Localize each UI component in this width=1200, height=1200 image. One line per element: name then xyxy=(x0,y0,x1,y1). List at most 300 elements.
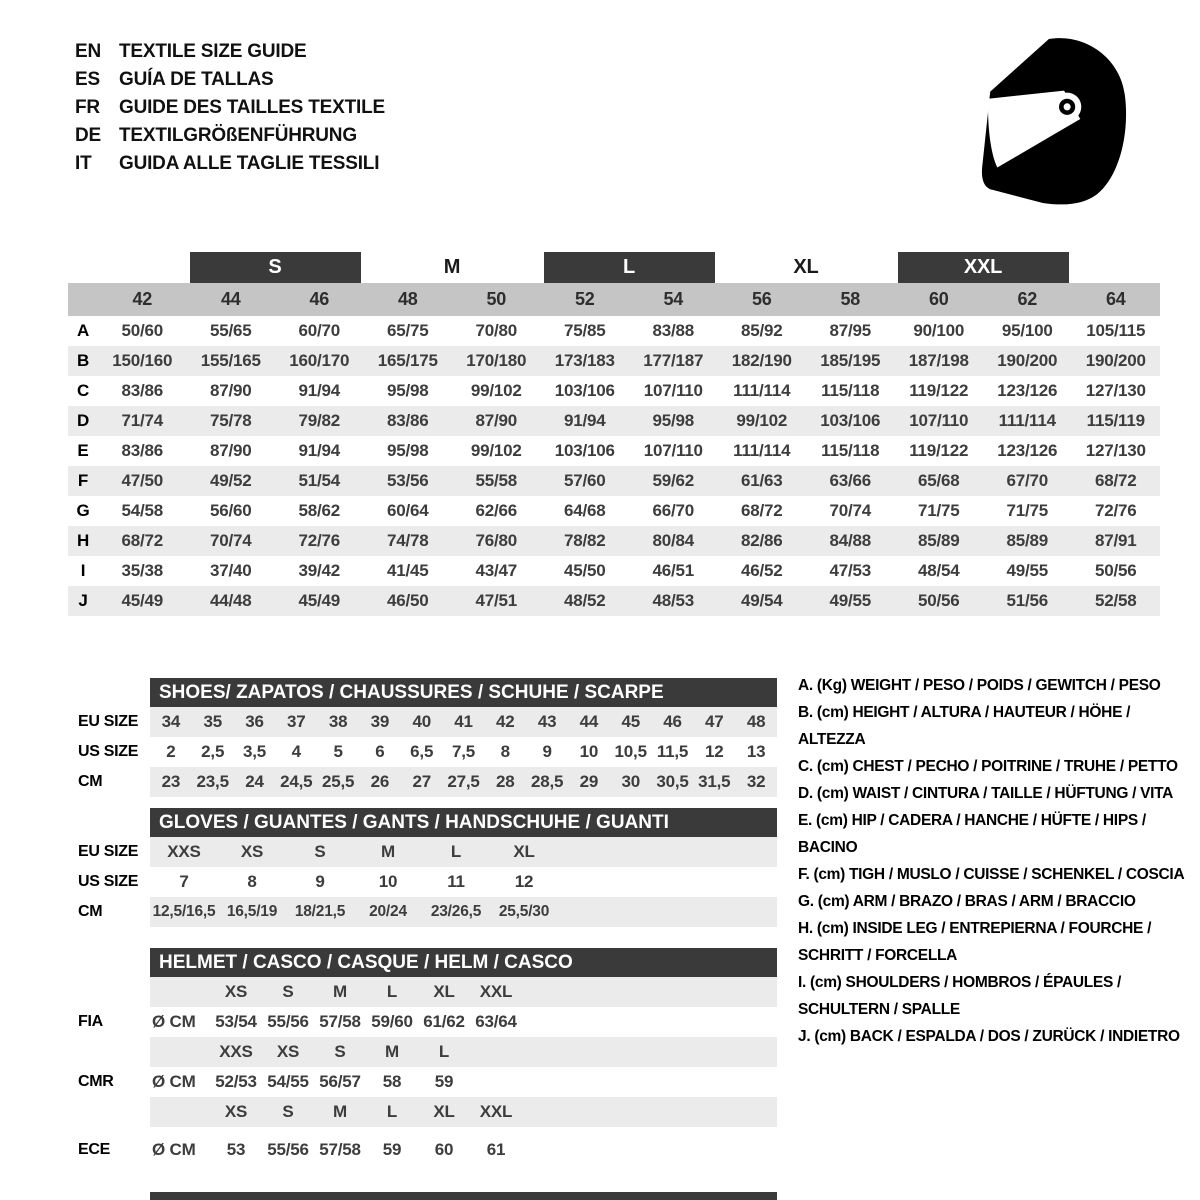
shoes-cell: 13 xyxy=(746,742,766,761)
helmet-size: M xyxy=(385,1042,399,1061)
size-cell: 103/106 xyxy=(554,441,615,460)
helmet-cell: 57/58 xyxy=(319,1140,361,1159)
legend-item: F. (cm) TIGH / MUSLO / CUISSE / SCHENKEL / COSCIA xyxy=(798,866,1185,883)
size-cell: 90/100 xyxy=(913,321,965,340)
size-cell: 91/94 xyxy=(563,411,606,430)
size-cell: 50/56 xyxy=(1094,561,1137,580)
size-cell: 57/60 xyxy=(563,471,606,490)
language-code: IT xyxy=(75,153,92,174)
size-cell: 71/74 xyxy=(121,411,164,430)
shoes-cell: 25,5 xyxy=(321,772,355,791)
shoes-cell: 32 xyxy=(746,772,766,791)
helmet-size: XL xyxy=(433,982,455,1001)
size-cell: 80/84 xyxy=(652,531,695,550)
shoes-cell: 7,5 xyxy=(451,742,476,761)
shoes-cell: 34 xyxy=(161,712,181,731)
helmet-size: XXL xyxy=(479,1102,513,1121)
language-code: ES xyxy=(75,69,100,90)
size-cell: 50/56 xyxy=(917,591,960,610)
legend-item: D. (cm) WAIST / CINTURA / TAILLE / HÜFTUNG / VITA xyxy=(798,785,1174,802)
shoes-cell: 24,5 xyxy=(280,772,313,791)
size-cell: 46/50 xyxy=(386,591,429,610)
size-cell: 60/70 xyxy=(298,321,341,340)
helmet-rows xyxy=(78,977,777,1165)
size-cell: 87/91 xyxy=(1094,531,1137,550)
size-cell: 83/88 xyxy=(652,321,695,340)
shoes-cell: 6 xyxy=(375,742,385,761)
shoes-cell: 41 xyxy=(454,712,473,731)
standard-label: FIA xyxy=(78,1013,103,1030)
shoes-cell: 12 xyxy=(705,742,724,761)
language-title: GUIDA ALLE TAGLIE TESSILI xyxy=(119,153,380,174)
shoes-row xyxy=(78,737,777,767)
size-cell: 111/114 xyxy=(733,381,791,400)
legend-item: C. (cm) CHEST / PECHO / POITRINE / TRUHE / PETTO xyxy=(798,758,1178,775)
size-number-row xyxy=(68,283,1160,316)
size-cell: 99/102 xyxy=(470,441,522,460)
helmet-icon-svg xyxy=(978,36,1136,208)
helmet-sizes-row xyxy=(150,1037,777,1067)
size-cell: 46/51 xyxy=(652,561,695,580)
gloves-cell: 7 xyxy=(179,872,189,891)
size-cell: 99/102 xyxy=(736,411,788,430)
size-cell: 99/102 xyxy=(470,381,522,400)
row-letter: I xyxy=(80,561,86,580)
size-band: XXL xyxy=(898,252,1069,283)
helmet-size: XL xyxy=(433,1102,455,1121)
size-cell: 85/92 xyxy=(740,321,783,340)
shoes-cell: 6,5 xyxy=(410,742,434,761)
shoes-cell: 23,5 xyxy=(196,772,229,791)
size-cell: 76/80 xyxy=(475,531,518,550)
size-cell: 59/62 xyxy=(652,471,695,490)
size-cell: 55/58 xyxy=(475,471,518,490)
helmet-size: L xyxy=(386,1102,398,1121)
language-row xyxy=(75,94,385,122)
size-cell: 111/114 xyxy=(998,411,1056,430)
helmet-values-row xyxy=(78,1067,777,1097)
size-cell: 75/85 xyxy=(563,321,606,340)
helmet-size: L xyxy=(438,1042,450,1061)
shoes-cell: 31,5 xyxy=(698,772,731,791)
language-title: GUIDE DES TAILLES TEXTILE xyxy=(119,97,385,118)
shoes-cell: 10,5 xyxy=(614,742,647,761)
unit-cell: Ø CM xyxy=(152,1012,196,1031)
main-size-table xyxy=(68,252,1160,616)
shoes-cell: 30,5 xyxy=(656,772,689,791)
size-band: M xyxy=(443,256,461,278)
helmet-cell: 59 xyxy=(382,1140,402,1159)
shoes-cell: 46 xyxy=(663,712,682,731)
measurement-row xyxy=(68,436,1160,466)
size-cell: 115/118 xyxy=(821,381,880,400)
size-cell: 49/55 xyxy=(1006,561,1049,580)
unit-cell: Ø CM xyxy=(152,1072,196,1091)
row-letter: E xyxy=(77,441,89,460)
measurement-row xyxy=(68,586,1160,616)
gloves-table xyxy=(78,808,777,927)
standard-label: ECE xyxy=(78,1141,110,1158)
size-cell: 111/114 xyxy=(733,441,791,460)
shoes-cell: 38 xyxy=(328,712,348,731)
size-number: 64 xyxy=(1105,289,1126,309)
shoes-cell: 35 xyxy=(203,712,222,731)
gloves-cell: 8 xyxy=(247,872,257,891)
shoes-cell: 45 xyxy=(621,712,640,731)
size-cell: 127/130 xyxy=(1085,441,1146,460)
size-band-row xyxy=(68,252,1160,283)
shoes-table xyxy=(78,678,777,797)
size-number: 48 xyxy=(397,289,418,309)
gloves-row xyxy=(78,837,777,867)
size-cell: 49/55 xyxy=(829,591,872,610)
helmet-cell: 56/57 xyxy=(319,1072,361,1091)
size-cell: 70/74 xyxy=(829,501,872,520)
size-cell: 83/86 xyxy=(121,381,164,400)
size-cell: 177/187 xyxy=(643,351,704,370)
size-cell: 66/70 xyxy=(652,501,695,520)
helmet-size: XXL xyxy=(479,982,513,1001)
size-cell: 71/75 xyxy=(917,501,960,520)
size-cell: 95/98 xyxy=(386,381,429,400)
size-cell: 85/89 xyxy=(917,531,960,550)
row-label: EU SIZE xyxy=(78,713,139,730)
size-cell: 48/54 xyxy=(917,561,960,580)
row-letter: C xyxy=(76,381,90,400)
shoes-cell: 37 xyxy=(287,712,306,731)
size-cell: 55/65 xyxy=(209,321,252,340)
shoes-cell: 26 xyxy=(370,772,390,791)
measurement-rows xyxy=(68,316,1160,616)
language-row xyxy=(75,38,385,66)
helmet-size: S xyxy=(282,1102,294,1121)
legend-item: E. (cm) HIP / CADERA / HANCHE / HÜFTE / HIPS / BACINO xyxy=(798,812,1146,856)
size-number: 44 xyxy=(220,289,241,309)
size-cell: 72/76 xyxy=(298,531,341,550)
size-cell: 150/160 xyxy=(112,351,173,370)
size-number: 56 xyxy=(751,289,772,309)
measurement-row xyxy=(68,316,1160,346)
legend-item: J. (cm) BACK / ESPALDA / DOS / ZURÜCK / INDIETRO xyxy=(798,1028,1180,1045)
helmet-size: XS xyxy=(276,1042,300,1061)
size-cell: 95/98 xyxy=(652,411,695,430)
size-cell: 185/195 xyxy=(820,351,881,370)
language-title: TEXTILGRÖßENFÜHRUNG xyxy=(119,125,357,146)
shoes-cell: 29 xyxy=(579,772,599,791)
size-cell: 44/48 xyxy=(209,591,252,610)
gloves-rows xyxy=(78,837,777,927)
gloves-cell: 12 xyxy=(514,872,534,891)
measurement-row xyxy=(68,346,1160,376)
size-cell: 83/86 xyxy=(386,411,429,430)
size-cell: 85/89 xyxy=(1006,531,1049,550)
size-number: 60 xyxy=(928,289,949,309)
row-letter: H xyxy=(76,531,90,550)
size-cell: 50/60 xyxy=(121,321,164,340)
size-cell: 46/52 xyxy=(740,561,783,580)
helmet-cell: 52/53 xyxy=(215,1072,257,1091)
shoes-cell: 11,5 xyxy=(656,742,689,761)
size-cell: 190/200 xyxy=(997,351,1058,370)
size-cell: 47/50 xyxy=(121,471,164,490)
measurement-row xyxy=(68,376,1160,406)
size-cell: 78/82 xyxy=(563,531,606,550)
size-cell: 35/38 xyxy=(121,561,164,580)
shoes-cell: 44 xyxy=(579,712,599,731)
size-cell: 68/72 xyxy=(740,501,783,520)
size-cell: 190/200 xyxy=(1085,351,1146,370)
size-cell: 103/106 xyxy=(820,411,881,430)
gloves-cell: 9 xyxy=(315,872,325,891)
helmet-size: XS xyxy=(224,982,248,1001)
helmet-cell: 58 xyxy=(382,1072,402,1091)
legend-item: I. (cm) SHOULDERS / HOMBROS / ÉPAULES / SCHULTERN / SPALLE xyxy=(798,974,1122,1018)
helmet-sizes-row xyxy=(150,977,777,1007)
size-cell: 170/180 xyxy=(466,351,527,370)
gloves-cell: L xyxy=(450,842,462,861)
helmet-cell: 61/62 xyxy=(423,1012,465,1031)
legend-item: B. (cm) HEIGHT / ALTURA / HAUTEUR / HÖHE / ALTEZZA xyxy=(798,704,1131,748)
size-cell: 48/52 xyxy=(563,591,606,610)
size-band: L xyxy=(544,252,715,283)
gloves-cell: 23/26,5 xyxy=(430,903,482,920)
shoes-cell: 42 xyxy=(496,712,515,731)
size-cell: 56/60 xyxy=(209,501,252,520)
helmet-size: M xyxy=(333,982,347,1001)
size-cell: 65/68 xyxy=(917,471,960,490)
helmet-header: HELMET / CASCO / CASQUE / HELM / CASCO xyxy=(150,948,777,977)
row-letter: G xyxy=(76,501,90,520)
size-cell: 68/72 xyxy=(1094,471,1137,490)
gloves-cell: 18/21,5 xyxy=(294,903,346,920)
helmet-values-row xyxy=(78,1135,777,1165)
gloves-row xyxy=(78,897,777,927)
gloves-cell: 11 xyxy=(447,872,465,891)
size-cell: 87/90 xyxy=(475,411,518,430)
size-cell: 45/49 xyxy=(298,591,341,610)
size-cell: 173/183 xyxy=(554,351,615,370)
helmet-size: S xyxy=(334,1042,346,1061)
row-label: CM xyxy=(78,903,103,920)
size-cell: 107/110 xyxy=(643,381,703,400)
helmet-size: XS xyxy=(224,1102,248,1121)
shoes-cell: 5 xyxy=(333,742,343,761)
size-cell: 91/94 xyxy=(298,381,341,400)
helmet-cell: 53 xyxy=(226,1140,246,1159)
cropped-section-bar xyxy=(150,1192,777,1200)
language-code: EN xyxy=(75,41,101,62)
helmet-icon xyxy=(978,36,1136,208)
size-number: 62 xyxy=(1017,289,1038,309)
size-cell: 61/63 xyxy=(740,471,783,490)
size-cell: 45/49 xyxy=(121,591,164,610)
measurement-row xyxy=(68,526,1160,556)
size-cell: 87/95 xyxy=(829,321,872,340)
size-band: XL xyxy=(793,256,819,278)
gloves-cell: 25,5/30 xyxy=(498,903,550,920)
size-cell: 68/72 xyxy=(121,531,164,550)
legend-item: H. (cm) INSIDE LEG / ENTREPIERNA / FOURCHE / SCHRITT / FORCELLA xyxy=(798,920,1152,964)
size-cell: 103/106 xyxy=(554,381,615,400)
shoes-cell: 3,5 xyxy=(242,742,267,761)
helmet-size: S xyxy=(282,982,294,1001)
size-cell: 67/70 xyxy=(1006,471,1049,490)
row-letter: D xyxy=(76,411,90,430)
shoes-cell: 43 xyxy=(537,712,557,731)
size-cell: 91/94 xyxy=(298,441,341,460)
gloves-header: GLOVES / GUANTES / GANTS / HANDSCHUHE / GUANTI xyxy=(150,808,777,837)
size-cell: 123/126 xyxy=(997,381,1058,400)
size-number: 52 xyxy=(574,289,595,309)
size-cell: 52/58 xyxy=(1094,591,1137,610)
size-cell: 54/58 xyxy=(121,501,164,520)
size-cell: 182/190 xyxy=(731,351,792,370)
size-number: 50 xyxy=(486,289,507,309)
size-cell: 107/110 xyxy=(643,441,703,460)
helmet-cell: 57/58 xyxy=(319,1012,361,1031)
helmet-table xyxy=(78,948,777,1165)
row-label: US SIZE xyxy=(78,743,139,760)
size-cell: 79/82 xyxy=(298,411,341,430)
size-cell: 160/170 xyxy=(289,351,350,370)
gloves-cell: 10 xyxy=(378,872,398,891)
gloves-cell: 12,5/16,5 xyxy=(152,903,216,920)
size-cell: 127/130 xyxy=(1085,381,1146,400)
size-cell: 45/50 xyxy=(563,561,606,580)
size-cell: 115/118 xyxy=(821,441,880,460)
size-cell: 83/86 xyxy=(121,441,164,460)
row-label: US SIZE xyxy=(78,873,139,890)
language-list xyxy=(75,38,385,178)
size-cell: 155/165 xyxy=(200,351,261,370)
gloves-cell: XL xyxy=(513,842,535,861)
gloves-cell: 16,5/19 xyxy=(226,903,278,920)
size-cell: 49/54 xyxy=(740,591,783,610)
measurement-row xyxy=(68,406,1160,436)
gloves-row xyxy=(78,867,777,897)
gloves-cell: 20/24 xyxy=(369,903,407,920)
size-number: 54 xyxy=(663,289,684,309)
size-cell: 123/126 xyxy=(997,441,1058,460)
size-cell: 49/52 xyxy=(209,471,252,490)
size-cell: 87/90 xyxy=(209,441,252,460)
size-cell: 51/54 xyxy=(298,471,341,490)
size-cell: 105/115 xyxy=(1086,321,1146,340)
shoes-cell: 2,5 xyxy=(201,742,225,761)
size-cell: 119/122 xyxy=(909,441,969,460)
size-cell: 51/56 xyxy=(1006,591,1049,610)
legend-item: A. (Kg) WEIGHT / PESO / POIDS / GEWITCH / PESO xyxy=(798,677,1161,694)
row-letter: J xyxy=(78,591,88,610)
language-title: TEXTILE SIZE GUIDE xyxy=(119,41,307,62)
size-cell: 165/175 xyxy=(377,351,438,370)
shoes-cell: 30 xyxy=(621,772,640,791)
row-label: EU SIZE xyxy=(78,843,139,860)
row-letter: F xyxy=(77,471,89,490)
shoes-row xyxy=(78,707,777,737)
shoes-cell: 48 xyxy=(746,712,766,731)
size-cell: 43/47 xyxy=(475,561,518,580)
size-cell: 87/90 xyxy=(209,381,252,400)
gloves-cell: XXS xyxy=(167,842,201,861)
size-cell: 95/98 xyxy=(386,441,429,460)
size-cell: 47/53 xyxy=(829,561,872,580)
row-letter: B xyxy=(76,351,90,370)
shoes-rows xyxy=(78,707,777,797)
shoes-cell: 47 xyxy=(705,712,724,731)
gloves-cell: M xyxy=(381,842,395,861)
helmet-size: L xyxy=(386,982,398,1001)
helmet-cell: 53/54 xyxy=(215,1012,257,1031)
language-row xyxy=(75,122,385,150)
size-cell: 58/62 xyxy=(298,501,341,520)
helmet-cell: 63/64 xyxy=(475,1012,517,1031)
size-cell: 47/51 xyxy=(475,591,518,610)
row-letter: A xyxy=(76,321,90,340)
shoes-cell: 8 xyxy=(500,742,510,761)
language-code: FR xyxy=(75,97,100,118)
helmet-size: M xyxy=(333,1102,347,1121)
helmet-cell: 61 xyxy=(486,1140,506,1159)
shoes-cell: 23 xyxy=(161,772,181,791)
shoes-cell: 36 xyxy=(245,712,264,731)
size-cell: 63/66 xyxy=(829,471,872,490)
size-cell: 84/88 xyxy=(829,531,872,550)
unit-cell: Ø CM xyxy=(152,1140,196,1159)
helmet-cell: 54/55 xyxy=(267,1072,309,1091)
size-band: S xyxy=(190,252,361,283)
size-cell: 39/42 xyxy=(298,561,341,580)
shoes-cell: 39 xyxy=(370,712,390,731)
row-label: CM xyxy=(78,773,103,790)
measurement-row xyxy=(68,556,1160,586)
size-cell: 71/75 xyxy=(1006,501,1049,520)
shoes-header: SHOES/ ZAPATOS / CHAUSSURES / SCHUHE / SCARPE xyxy=(150,678,777,707)
size-cell: 72/76 xyxy=(1094,501,1137,520)
size-number: 42 xyxy=(132,289,153,309)
measurement-row xyxy=(68,496,1160,526)
size-cell: 64/68 xyxy=(563,501,606,520)
size-cell: 41/45 xyxy=(386,561,429,580)
helmet-cell: 59/60 xyxy=(371,1012,413,1031)
shoes-cell: 4 xyxy=(291,742,301,761)
shoes-row xyxy=(78,767,777,797)
language-row xyxy=(75,150,385,178)
size-cell: 53/56 xyxy=(386,471,429,490)
shoes-cell: 27,5 xyxy=(447,772,480,791)
shoes-cell: 28 xyxy=(496,772,515,791)
size-cell: 62/66 xyxy=(475,501,518,520)
measurement-row xyxy=(68,466,1160,496)
helmet-values-row xyxy=(78,1007,777,1037)
shoes-cell: 24 xyxy=(245,772,264,791)
gloves-cell: XS xyxy=(240,842,264,861)
shoes-cell: 9 xyxy=(542,742,552,761)
size-cell: 95/100 xyxy=(1001,321,1053,340)
size-cell: 74/78 xyxy=(386,531,429,550)
size-cell: 107/110 xyxy=(909,411,969,430)
legend-item: G. (cm) ARM / BRAZO / BRAS / ARM / BRACCIO xyxy=(798,893,1136,910)
helmet-cell: 55/56 xyxy=(267,1012,309,1031)
shoes-cell: 28,5 xyxy=(530,772,564,791)
gloves-cell: S xyxy=(314,842,326,861)
standard-label: CMR xyxy=(78,1073,114,1090)
language-row xyxy=(75,66,385,94)
size-cell: 65/75 xyxy=(386,321,429,340)
helmet-sizes-row xyxy=(150,1097,777,1127)
measurement-legend xyxy=(798,672,1196,1050)
shoes-cell: 27 xyxy=(412,772,431,791)
